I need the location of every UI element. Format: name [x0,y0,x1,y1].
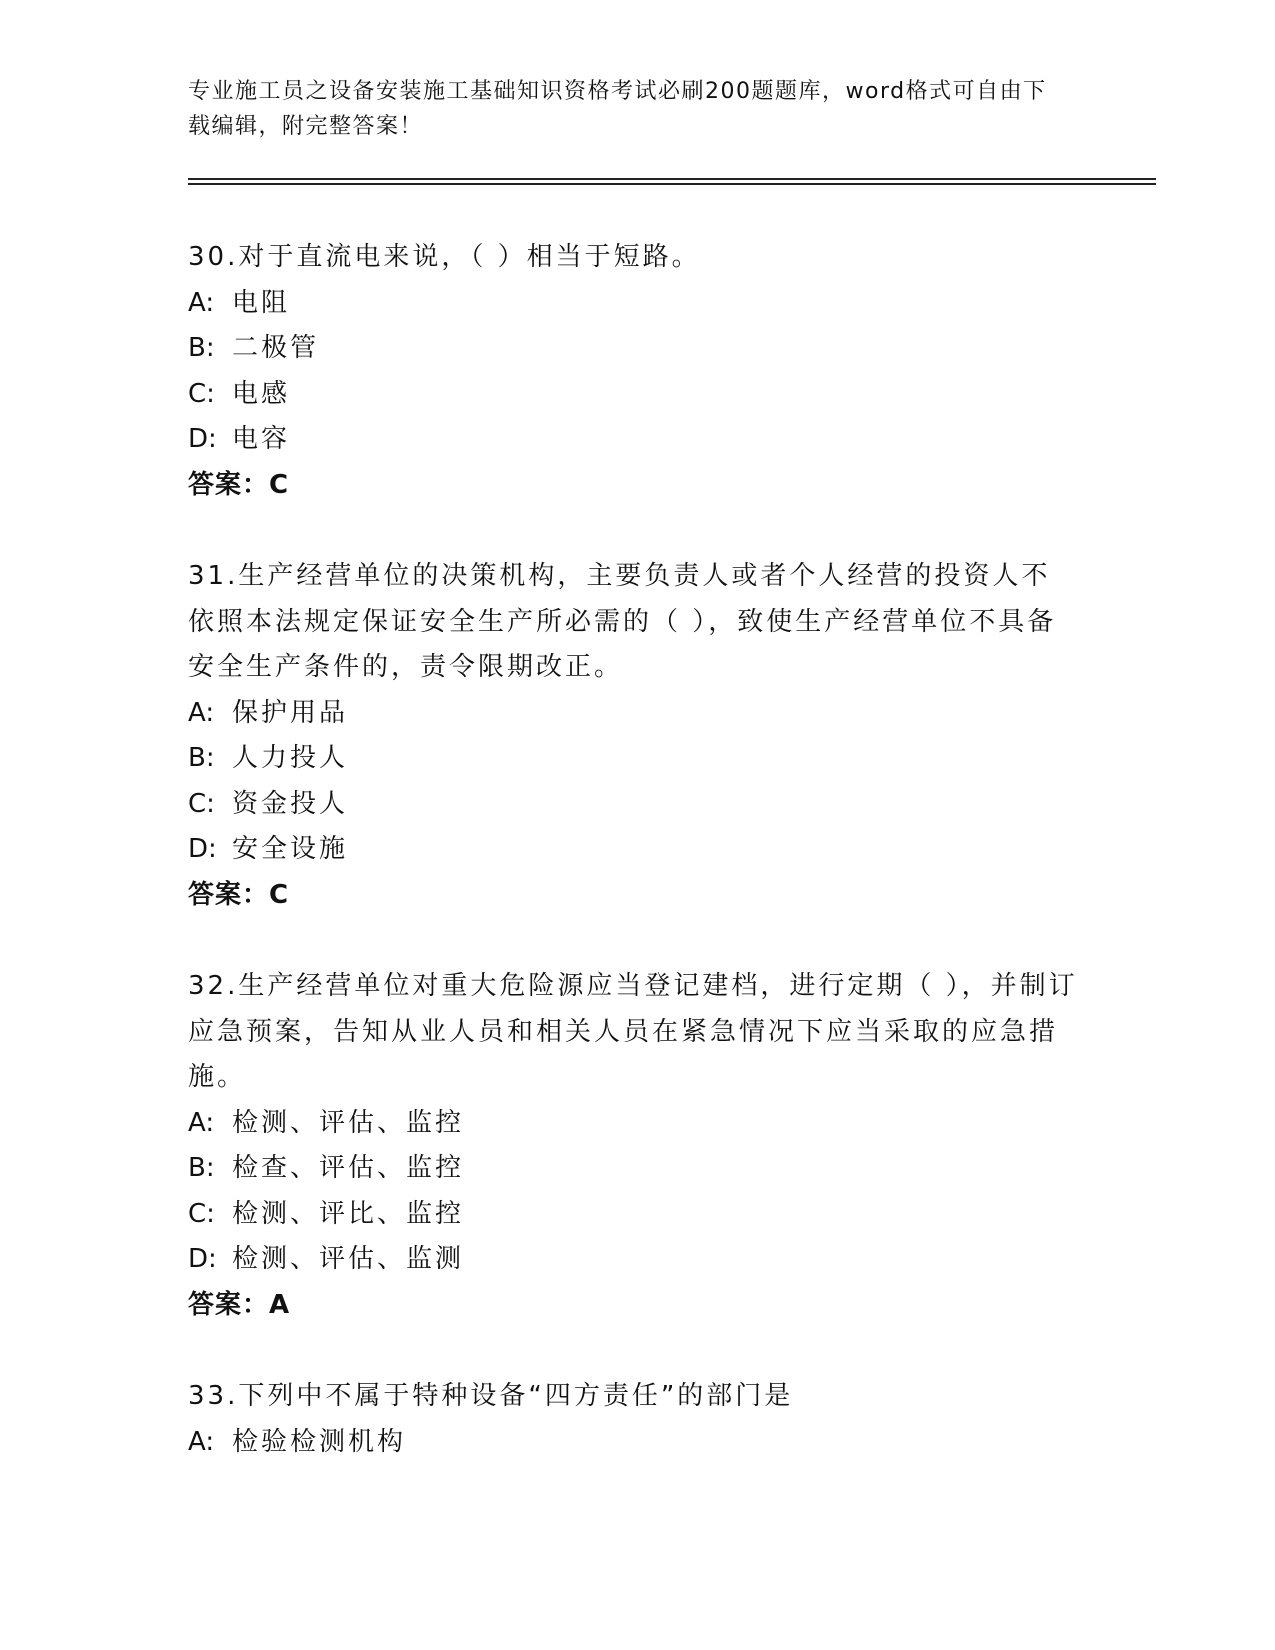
question-stem: 31.生产经营单位的决策机构，主要负责人或者个人经营的投资人不依照本法规定保证安全生产所必需的（ ），致使生产经营单位不具备安全生产条件的，责令限期改正。 [188,561,1057,682]
option-letter: D: [188,1244,217,1274]
question-stem: 30.对于直流电来说，（ ）相当于短路。 [188,242,701,272]
option-a [188,1420,1078,1466]
option-c [188,1192,1078,1238]
option-text: 检测、评比、监控 [232,1198,465,1229]
option-text: 检查、评估、监控 [232,1153,465,1183]
question-33 [188,1374,1078,1465]
header-rule-top [188,178,1156,180]
option-letter: C: [188,1198,215,1229]
answer-line: 答案：C [188,469,290,500]
option-letter: D: [188,424,217,454]
option-b [188,326,1078,372]
option-b [188,1146,1078,1192]
option-text: 检验检测机构 [232,1426,407,1457]
option-letter: A: [188,1107,215,1138]
option-text: 电容 [232,424,291,454]
option-b [188,736,1078,782]
question-30 [188,235,1078,508]
option-a [188,1101,1078,1147]
option-d [188,417,1078,463]
answer-line: 答案：C [188,879,290,910]
option-text: 二极管 [232,333,320,363]
option-letter: B: [188,1153,215,1183]
header-rule-bottom [188,183,1156,185]
option-letter: A: [188,697,215,728]
option-letter: D: [188,834,217,864]
option-text: 电感 [232,378,291,409]
option-text: 资金投人 [232,788,349,819]
option-c [188,372,1078,418]
option-text: 检测、评估、监测 [232,1244,465,1274]
option-letter: B: [188,743,215,773]
option-d [188,827,1078,873]
page-header-title: 专业施工员之设备安装施工基础知识资格考试必刷200题题库，word格式可自由下载编辑，附完整答案！ [188,79,1047,139]
option-c [188,782,1078,828]
option-d [188,1237,1078,1283]
option-text: 电阻 [232,287,291,318]
option-a [188,691,1078,737]
option-text: 检测、评估、监控 [232,1107,465,1138]
option-letter: C: [188,788,215,819]
option-a [188,281,1078,327]
question-31 [188,554,1078,918]
option-text: 保护用品 [232,697,349,728]
question-stem: 32.生产经营单位对重大危险源应当登记建档，进行定期（ ），并制订应急预案，告知从业人员和相关人员在紧急情况下应当采取的应急措施。 [188,971,1078,1092]
answer-line: 答案：A [188,1289,291,1320]
option-letter: B: [188,333,215,363]
option-letter: C: [188,378,215,409]
option-letter: A: [188,287,215,318]
option-letter: A: [188,1426,215,1457]
option-text: 人力投人 [232,743,349,773]
question-32 [188,964,1078,1328]
option-text: 安全设施 [232,834,349,864]
question-stem: 33.下列中不属于特种设备“四方责任”的部门是 [188,1381,794,1411]
